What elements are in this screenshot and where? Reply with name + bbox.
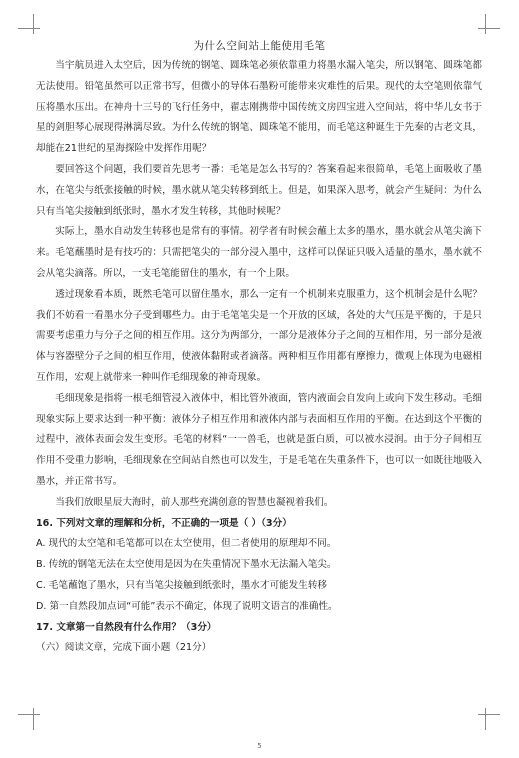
paragraph-2: 要回答这个问题，我们要首先思考一番：毛笔是怎么书写的？答案看起来很简单，毛笔上面吸收了墨水，在笔尖与纸张接触的时候，墨水就从笔尖转移到纸上。但是，如果深入思考，就会产生疑问：为什么只有当笔尖接触到纸张时，墨水才发生转移，其他时候呢？	[36, 163, 482, 217]
question-16-option-b: B. 传统的钢笔无法在太空使用是因为在失重情况下墨水无法漏入笔尖。	[36, 559, 337, 571]
section-six-heading: （六）阅读文章，完成下面小题（21分）	[36, 642, 212, 654]
crop-mark-top-right-h	[478, 28, 500, 29]
question-16-option-d: D. 第一自然段加点词“可能”表示不确定，体现了说明文语言的准确性。	[36, 600, 338, 612]
page-number: 5	[257, 742, 262, 750]
crop-mark-top-right-v	[485, 14, 486, 34]
paragraph-3: 实际上，墨水自动发生转移也是常有的事情。初学者有时候会蘸上太多的墨水，墨水就会从笔尖滴下来。毛笔蘸墨时是有技巧的：只需把笔尖的一部分浸入墨中，这样可以保证只吸入适量的墨水，墨水就不会从笔尖滴落。所以，一支毛笔能留住的墨水，有一个上限。	[36, 226, 482, 279]
crop-mark-top-left-h	[18, 28, 40, 29]
crop-mark-bottom-right-v	[485, 708, 486, 730]
question-16-option-c: C. 毛笔蘸饱了墨水，只有当笔尖接触到纸张时，墨水才可能发生转移	[36, 579, 328, 591]
paragraph-1: 当宇航员进入太空后，因为传统的钢笔、圆珠笔必须依靠重力将墨水漏入笔尖，所以钢笔、圆珠笔都无法使用。铅笔虽然可以正常书写，但微小的导体石墨粉可能带来灾难性的后果。现代的太空笔则依靠气压将墨水压出。在神舟十三号的飞行任务中，翟志刚携带中国传统文房四宝进入空间站，将中华儿女书于星的剑胆琴心展现得淋漓尽致。为什么传统的钢笔、圆珠笔不能用，而毛笔这种诞生于先秦的古老文具，却能在21世纪的星海探险中发挥作用呢？	[36, 60, 482, 155]
crop-mark-top-left-v	[33, 14, 34, 34]
paragraph-4: 透过现象看本质，既然毛笔可以留住墨水，那么一定有一个机制来克服重力，这个机制会是什么呢？我们不妨看一看墨水分子受到哪些力。由于毛笔笔尖是一个开放的区域，各处的大气压是平衡的，于是只需要考虑重力与分子之间的相互作用。这分为两部分，一部分是液体分子之间的互相作用，另一部分是液体与容器壁分子之间的相互作用，使液体黏附或者滴落。两种相互作用都有摩擦力，微观上体现为电磁相互作用，宏观上就带来一种叫作毛细现象的神奇现象。	[36, 288, 482, 383]
question-16-option-a: A. 现代的太空笔和毛笔都可以在太空使用，但二者使用的原理却不同。	[36, 538, 337, 550]
question-16-stem: 16. 下列对文章的理解和分析，不正确的一项是（ ）（3分）	[36, 517, 292, 529]
question-17-stem: 17. 文章第一自然段有什么作用？（3分）	[36, 621, 217, 633]
article-title: 为什么空间站上能使用毛笔	[193, 40, 326, 52]
crop-mark-bottom-left-v	[33, 708, 34, 730]
paragraph-5: 毛细现象是指将一根毛细管浸入液体中，相比管外液面，管内液面会自发向上或向下发生移动。毛细现象实际上要求达到一种平衡：液体分子相互作用和液体内部与表面相互作用的平衡。在达到这个平衡的过程中，液体表面会发生变形。毛笔的材料“一一兽毛，也就是蛋白质，可以被水浸润。由于分子间相互作用不受重力影响，毛细现象在空间站自然也可以发生，于是毛笔在失重条件下，也可以一如既往地吸入墨水，并正常书写。	[36, 392, 482, 487]
crop-mark-bottom-left-h	[18, 714, 40, 715]
article-body	[36, 56, 482, 659]
crop-mark-bottom-right-h	[478, 714, 500, 715]
paragraph-6: 当我们放眼星辰大海时，前人那些充满创意的智慧也凝视着我们。	[55, 496, 334, 508]
